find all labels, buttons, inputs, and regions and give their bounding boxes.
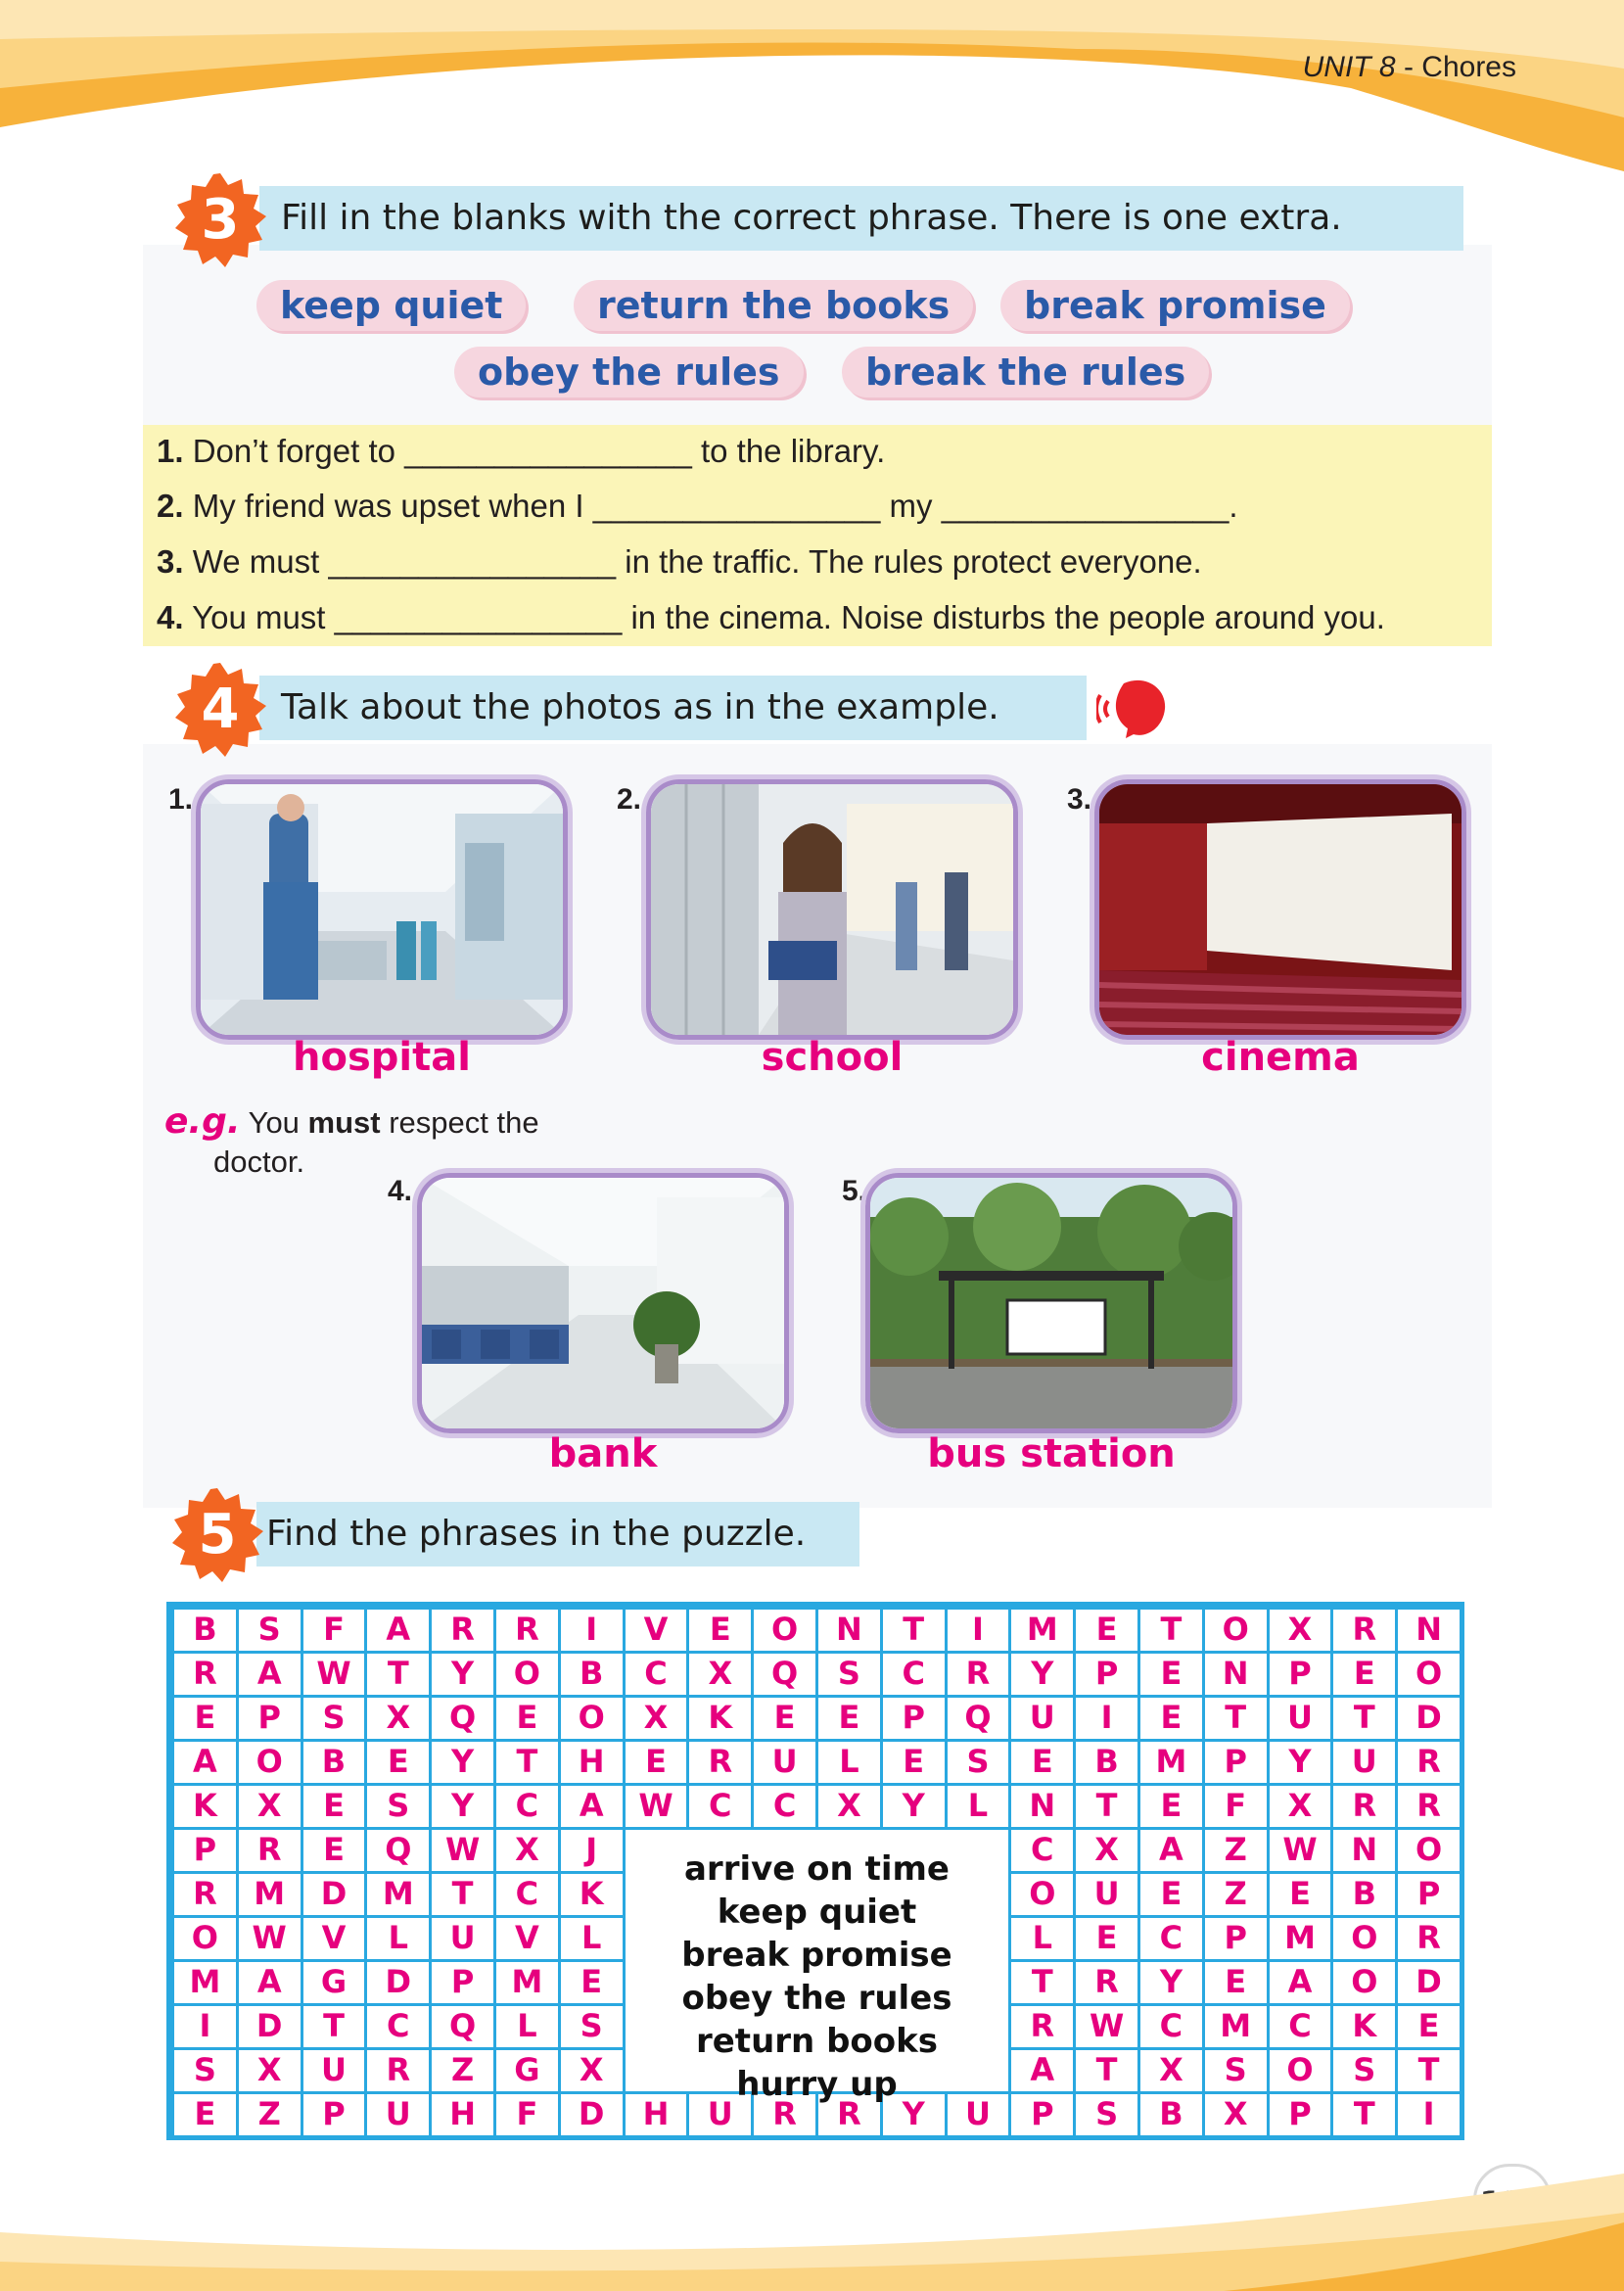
photo-number: 5. [842, 1175, 867, 1207]
puzzle-cell: T [1330, 1695, 1398, 1742]
puzzle-cell: N [1202, 1651, 1270, 1698]
puzzle-cell: W [623, 1783, 690, 1830]
puzzle-cell: X [364, 1695, 432, 1742]
puzzle-cell: R [1073, 1959, 1140, 2006]
puzzle-cell: K [171, 1783, 239, 1830]
puzzle-cell: T [1073, 2047, 1140, 2094]
puzzle-cell: O [1330, 1915, 1398, 1962]
puzzle-cell: C [623, 1651, 690, 1698]
puzzle-cell: K [1330, 2003, 1398, 2050]
puzzle-cell: U [1008, 1695, 1076, 1742]
puzzle-cell: E [1073, 1915, 1140, 1962]
puzzle-cell: Y [429, 1651, 496, 1698]
puzzle-cell: X [686, 1651, 754, 1698]
photo-label: bank [548, 1431, 658, 1476]
photo-label: hospital [293, 1035, 471, 1080]
puzzle-cell: E [1073, 1607, 1140, 1654]
puzzle-cell: P [1008, 2091, 1076, 2138]
puzzle-cell: S [558, 2003, 626, 2050]
puzzle-cell: W [1267, 1827, 1334, 1874]
puzzle-cell: A [364, 1607, 432, 1654]
puzzle-cell: O [1395, 1827, 1462, 1874]
puzzle-cell: C [364, 2003, 432, 2050]
puzzle-cell: A [1267, 1959, 1334, 2006]
puzzle-cell: R [1330, 1607, 1398, 1654]
unit-label: UNIT 8 [1302, 51, 1396, 83]
puzzle-cell: R [751, 2091, 818, 2138]
puzzle-cell: E [171, 2091, 239, 2138]
puzzle-cell: O [558, 1695, 626, 1742]
puzzle-cell: B [1137, 2091, 1205, 2138]
puzzle-cell: M [171, 1959, 239, 2006]
puzzle-cell: M [493, 1959, 561, 2006]
puzzle-cell: R [945, 1651, 1012, 1698]
puzzle-cell: C [686, 1783, 754, 1830]
puzzle-cell: Z [236, 2091, 303, 2138]
puzzle-cell: W [236, 1915, 303, 1962]
puzzle-cell: P [301, 2091, 368, 2138]
puzzle-cell: A [236, 1651, 303, 1698]
puzzle-cell: M [364, 1871, 432, 1918]
puzzle-cell: I [558, 1607, 626, 1654]
puzzle-cell: K [558, 1871, 626, 1918]
exercise-4-badge: 4 [171, 661, 269, 759]
puzzle-cell: A [236, 1959, 303, 2006]
puzzle-cell: Y [429, 1783, 496, 1830]
puzzle-cell: S [1202, 2047, 1270, 2094]
footer-decoration [0, 2154, 1624, 2291]
puzzle-cell: Z [1202, 1871, 1270, 1918]
puzzle-cell: E [301, 1783, 368, 1830]
puzzle-cell: R [171, 1651, 239, 1698]
exercise-3-badge: 3 [171, 171, 269, 269]
exercise-5-instruction: Find the phrases in the puzzle. [256, 1502, 859, 1566]
puzzle-cell: C [493, 1783, 561, 1830]
puzzle-cell: A [1137, 1827, 1205, 1874]
puzzle-cell: X [236, 2047, 303, 2094]
puzzle-cell: M [1202, 2003, 1270, 2050]
phrase-chip: obey the rules [454, 347, 804, 397]
puzzle-cell: C [1267, 2003, 1334, 2050]
puzzle-cell: R [171, 1871, 239, 1918]
puzzle-cell: G [493, 2047, 561, 2094]
photo-label: bus station [927, 1431, 1176, 1476]
bus-station-image [870, 1178, 1232, 1428]
puzzle-cell: E [1267, 1871, 1334, 1918]
puzzle-cell: X [493, 1827, 561, 1874]
puzzle-cell: Q [945, 1695, 1012, 1742]
example-tag: e.g. [164, 1101, 241, 1142]
puzzle-cell: V [493, 1915, 561, 1962]
puzzle-cell: P [1073, 1651, 1140, 1698]
puzzle-cell: X [558, 2047, 626, 2094]
puzzle-cell: R [1330, 1783, 1398, 1830]
puzzle-cell: B [1073, 1739, 1140, 1786]
puzzle-cell: R [686, 1739, 754, 1786]
puzzle-cell: S [945, 1739, 1012, 1786]
puzzle-cell: N [1395, 1607, 1462, 1654]
puzzle-cell: E [1395, 2003, 1462, 2050]
sentence-2: 2. My friend was upset when I ________________ my ________________. [157, 488, 1238, 524]
puzzle-cell: T [301, 2003, 368, 2050]
puzzle-cell: Y [880, 1783, 948, 1830]
puzzle-cell: W [301, 1651, 368, 1698]
puzzle-cell: C [1137, 1915, 1205, 1962]
puzzle-cell: E [364, 1739, 432, 1786]
phrase-chip: break the rules [842, 347, 1209, 397]
photo-number: 4. [388, 1175, 413, 1207]
puzzle-cell: P [1267, 1651, 1334, 1698]
puzzle-cell: K [686, 1695, 754, 1742]
puzzle-cell: H [623, 2091, 690, 2138]
puzzle-cell: U [301, 2047, 368, 2094]
puzzle-cell: E [1137, 1695, 1205, 1742]
puzzle-cell: T [1330, 2091, 1398, 2138]
puzzle-cell: D [364, 1959, 432, 2006]
puzzle-cell: T [1073, 1783, 1140, 1830]
puzzle-cell: E [301, 1827, 368, 1874]
puzzle-cell: R [1395, 1739, 1462, 1786]
word-list-item: keep quiet [717, 1893, 917, 1932]
word-list-item: arrive on time [683, 1849, 950, 1889]
photo-label: school [761, 1035, 904, 1080]
puzzle-cell: Y [1137, 1959, 1205, 2006]
puzzle-cell: X [815, 1783, 883, 1830]
speaking-icon [1096, 674, 1169, 742]
puzzle-cell: N [815, 1607, 883, 1654]
puzzle-cell: U [364, 2091, 432, 2138]
puzzle-cell: E [686, 1607, 754, 1654]
puzzle-cell: U [1267, 1695, 1334, 1742]
puzzle-cell: F [493, 2091, 561, 2138]
puzzle-cell: R [236, 1827, 303, 1874]
exercise-3-background [143, 245, 1492, 425]
puzzle-cell: O [493, 1651, 561, 1698]
puzzle-cell: O [1267, 2047, 1334, 2094]
exercise-4-instruction: Talk about the photos as in the example. [259, 676, 1087, 740]
puzzle-cell: E [880, 1739, 948, 1786]
hospital-image [201, 784, 563, 1035]
puzzle-cell: B [171, 1607, 239, 1654]
puzzle-cell: D [236, 2003, 303, 2050]
exercise-3-instruction: Fill in the blanks with the correct phrase. There is one extra. [259, 186, 1463, 251]
sentence-list [143, 425, 1492, 646]
puzzle-cell: P [1202, 1739, 1270, 1786]
puzzle-cell: D [1395, 1695, 1462, 1742]
puzzle-cell: O [171, 1915, 239, 1962]
puzzle-cell: T [1395, 2047, 1462, 2094]
word-list-item: break promise [681, 1936, 952, 1975]
puzzle-cell: O [1395, 1651, 1462, 1698]
puzzle-cell: E [558, 1959, 626, 2006]
puzzle-cell: I [1395, 2091, 1462, 2138]
bank-image [422, 1178, 784, 1428]
puzzle-cell: E [1137, 1871, 1205, 1918]
puzzle-cell: P [1267, 2091, 1334, 2138]
word-list-item: return books [695, 2022, 938, 2061]
puzzle-cell: Y [1008, 1651, 1076, 1698]
phrase-chip: break promise [1000, 280, 1350, 331]
photo-number: 3. [1067, 783, 1092, 816]
puzzle-cell: X [1267, 1607, 1334, 1654]
puzzle-cell: M [1008, 1607, 1076, 1654]
photo-hospital [196, 779, 568, 1040]
puzzle-cell: U [1073, 1871, 1140, 1918]
exercise-5-badge: 5 [168, 1486, 266, 1584]
puzzle-cell: S [364, 1783, 432, 1830]
puzzle-cell: P [429, 1959, 496, 2006]
puzzle-cell: L [1008, 1915, 1076, 1962]
puzzle-cell: T [1202, 1695, 1270, 1742]
puzzle-cell: E [1137, 1783, 1205, 1830]
puzzle-cell: C [493, 1871, 561, 1918]
puzzle-cell: L [815, 1739, 883, 1786]
puzzle-cell: D [301, 1871, 368, 1918]
puzzle-cell: E [493, 1695, 561, 1742]
puzzle-cell: X [236, 1783, 303, 1830]
puzzle-cell: V [301, 1915, 368, 1962]
puzzle-cell: P [236, 1695, 303, 1742]
unit-header [1303, 51, 1516, 84]
puzzle-cell: H [429, 2091, 496, 2138]
puzzle-cell: P [171, 1827, 239, 1874]
example-text: e.g. You must respect the doctor. [164, 1101, 539, 1179]
phrase-chip: keep quiet [256, 280, 526, 331]
photo-cinema [1094, 779, 1466, 1040]
puzzle-cell: S [1073, 2091, 1140, 2138]
puzzle-cell: X [623, 1695, 690, 1742]
puzzle-cell: F [1202, 1783, 1270, 1830]
school-image [651, 784, 1013, 1035]
puzzle-cell: X [1073, 1827, 1140, 1874]
word-search-puzzle [166, 1602, 1464, 2140]
puzzle-cell: O [236, 1739, 303, 1786]
sentence-4: 4. You must ________________ in the cinema. Noise disturbs the people around you. [157, 599, 1385, 635]
photo-bank [417, 1173, 789, 1433]
puzzle-cell: U [429, 1915, 496, 1962]
puzzle-cell: S [1330, 2047, 1398, 2094]
puzzle-cell: U [751, 1739, 818, 1786]
puzzle-cell: Z [429, 2047, 496, 2094]
puzzle-cell: T [880, 1607, 948, 1654]
puzzle-cell: X [1267, 1783, 1334, 1830]
photo-number: 2. [617, 783, 642, 816]
photo-school [646, 779, 1018, 1040]
puzzle-cell: T [429, 1871, 496, 1918]
puzzle-cell: L [945, 1783, 1012, 1830]
puzzle-cell: D [1395, 1959, 1462, 2006]
puzzle-cell: U [945, 2091, 1012, 2138]
puzzle-cell: R [1395, 1783, 1462, 1830]
puzzle-cell: E [751, 1695, 818, 1742]
puzzle-cell: Y [1267, 1739, 1334, 1786]
puzzle-cell: X [1202, 2091, 1270, 2138]
puzzle-cell: A [1008, 2047, 1076, 2094]
puzzle-cell: V [623, 1607, 690, 1654]
puzzle-cell: R [1008, 2003, 1076, 2050]
puzzle-cell: S [171, 2047, 239, 2094]
sentence-1: 1. Don’t forget to ________________ to the library. [157, 433, 886, 469]
puzzle-cell: E [1202, 1959, 1270, 2006]
puzzle-cell: N [1330, 1827, 1398, 1874]
puzzle-cell: Y [880, 2091, 948, 2138]
puzzle-cell: A [171, 1739, 239, 1786]
puzzle-cell: W [429, 1827, 496, 1874]
header-decoration [0, 0, 1624, 196]
cinema-image [1099, 784, 1462, 1035]
puzzle-cell: W [1073, 2003, 1140, 2050]
puzzle-cell: S [815, 1651, 883, 1698]
puzzle-cell: L [493, 2003, 561, 2050]
unit-title: - Chores [1395, 51, 1516, 83]
puzzle-cell: Z [1202, 1827, 1270, 1874]
puzzle-cell: F [301, 1607, 368, 1654]
puzzle-cell: T [364, 1651, 432, 1698]
puzzle-cell: G [301, 1959, 368, 2006]
photo-bus-station [865, 1173, 1237, 1433]
puzzle-cell: M [1137, 1739, 1205, 1786]
puzzle-cell: L [364, 1915, 432, 1962]
puzzle-cell: T [1137, 1607, 1205, 1654]
puzzle-cell: Y [429, 1739, 496, 1786]
puzzle-cell: Q [751, 1651, 818, 1698]
puzzle-cell: E [815, 1695, 883, 1742]
puzzle-cell: P [1395, 1871, 1462, 1918]
puzzle-cell: X [1137, 2047, 1205, 2094]
puzzle-cell: E [171, 1695, 239, 1742]
puzzle-cell: B [1330, 1871, 1398, 1918]
puzzle-cell: R [493, 1607, 561, 1654]
puzzle-cell: I [171, 2003, 239, 2050]
puzzle-cell: R [429, 1607, 496, 1654]
puzzle-cell: E [623, 1739, 690, 1786]
sentence-3: 3. We must ________________ in the traffic. The rules protect everyone. [157, 543, 1202, 580]
puzzle-cell: S [301, 1695, 368, 1742]
puzzle-cell: O [1330, 1959, 1398, 2006]
puzzle-cell: A [558, 1783, 626, 1830]
puzzle-cell: T [1008, 1959, 1076, 2006]
puzzle-cell: B [301, 1739, 368, 1786]
puzzle-cell: C [880, 1651, 948, 1698]
puzzle-cell: L [558, 1915, 626, 1962]
word-list-item: hurry up [736, 2065, 898, 2104]
puzzle-cell: U [686, 2091, 754, 2138]
photo-label: cinema [1201, 1035, 1360, 1080]
puzzle-cell: N [1008, 1783, 1076, 1830]
puzzle-cell: E [1137, 1651, 1205, 1698]
puzzle-cell: R [1395, 1915, 1462, 1962]
puzzle-cell: O [1202, 1607, 1270, 1654]
puzzle-cell: P [880, 1695, 948, 1742]
puzzle-cell: D [558, 2091, 626, 2138]
puzzle-cell: Q [429, 2003, 496, 2050]
puzzle-cell: R [364, 2047, 432, 2094]
phrase-chip: return the books [574, 280, 973, 331]
word-list-item: obey the rules [681, 1979, 952, 2018]
puzzle-cell: T [493, 1739, 561, 1786]
puzzle-cell: J [558, 1827, 626, 1874]
puzzle-cell: O [751, 1607, 818, 1654]
puzzle-cell: M [236, 1871, 303, 1918]
photo-number: 1. [168, 783, 194, 816]
puzzle-cell: I [945, 1607, 1012, 1654]
puzzle-cell: S [236, 1607, 303, 1654]
puzzle-cell: M [1267, 1915, 1334, 1962]
puzzle-cell: E [1008, 1739, 1076, 1786]
puzzle-cell: B [558, 1651, 626, 1698]
puzzle-cell: E [1330, 1651, 1398, 1698]
puzzle-cell: C [1008, 1827, 1076, 1874]
puzzle-cell: Q [429, 1695, 496, 1742]
puzzle-cell: C [751, 1783, 818, 1830]
word-list-box [626, 1830, 1009, 2104]
puzzle-cell: I [1073, 1695, 1140, 1742]
puzzle-cell: C [1137, 2003, 1205, 2050]
puzzle-cell: R [815, 2091, 883, 2138]
puzzle-cell: P [1202, 1915, 1270, 1962]
puzzle-cell: Q [364, 1827, 432, 1874]
puzzle-cell: O [1008, 1871, 1076, 1918]
puzzle-cell: U [1330, 1739, 1398, 1786]
puzzle-cell: H [558, 1739, 626, 1786]
